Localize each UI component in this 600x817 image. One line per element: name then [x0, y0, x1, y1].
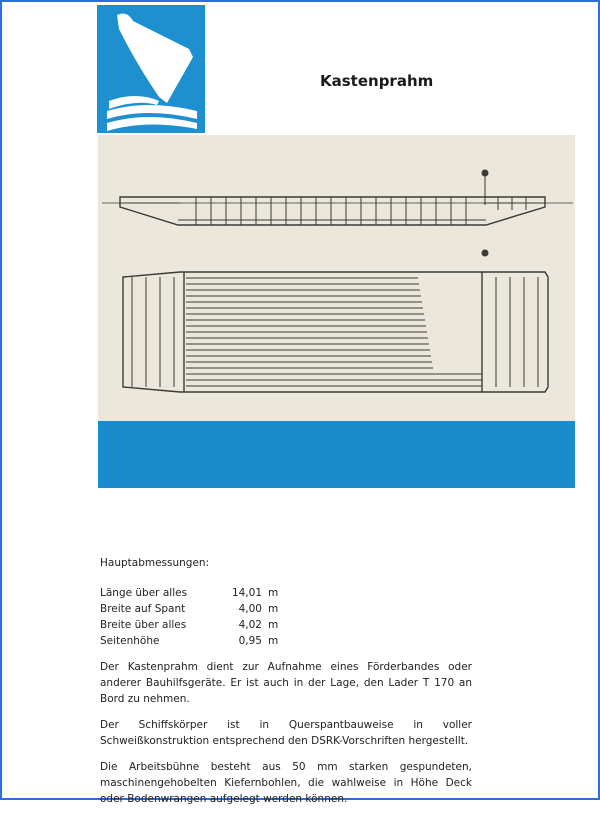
- dimension-value: 4,00: [238, 603, 262, 615]
- dimension-value: 4,02: [238, 619, 262, 631]
- dimension-label: Breite auf Spant: [100, 603, 186, 615]
- dimension-unit: m: [268, 587, 279, 599]
- paragraph: Der Schiffskörper ist in Querspantbauweise in voller Schweißkonstruktion entsprechend den DSRK-Vorschriften hergestellt.: [100, 719, 472, 747]
- specification-text: [100, 555, 472, 817]
- dimension-value: 0,95: [238, 635, 262, 647]
- dimension-value: 14,01: [231, 587, 262, 599]
- paragraph: Der Kastenprahm dient zur Aufnahme eines Förderbandes oder anderer Bauhilfsgeräte. Er ist auch in der Lage, den Lader T 170 an Bord zu nehmen.: [100, 661, 472, 705]
- barge-drawing: [98, 135, 575, 421]
- dimension-label: Seitenhöhe: [100, 635, 160, 647]
- dimension-unit: m: [268, 603, 279, 615]
- dimensions-heading: Hauptabmessungen:: [100, 557, 210, 569]
- sail-logo-icon: [97, 5, 205, 133]
- dimension-label: Länge über alles: [100, 587, 188, 599]
- dimensions-table: [100, 585, 472, 649]
- dimension-label: Breite über alles: [100, 619, 187, 631]
- dimension-row: [100, 601, 472, 617]
- paragraph: Die Arbeitsbühne besteht aus 50 mm starken gespundeten, maschinengehobelten Kiefernbohlen, die wahlweise in Höhe Deck oder Bodenwrangen aufgelegt werden können.: [100, 761, 472, 805]
- page-title: Kastenprahm: [320, 72, 434, 90]
- dimension-row: [100, 585, 472, 601]
- dimension-row: [100, 617, 472, 633]
- blue-color-band: [98, 421, 575, 488]
- dimension-unit: m: [268, 635, 279, 647]
- dimension-row: [100, 633, 472, 649]
- dimension-unit: m: [268, 619, 279, 631]
